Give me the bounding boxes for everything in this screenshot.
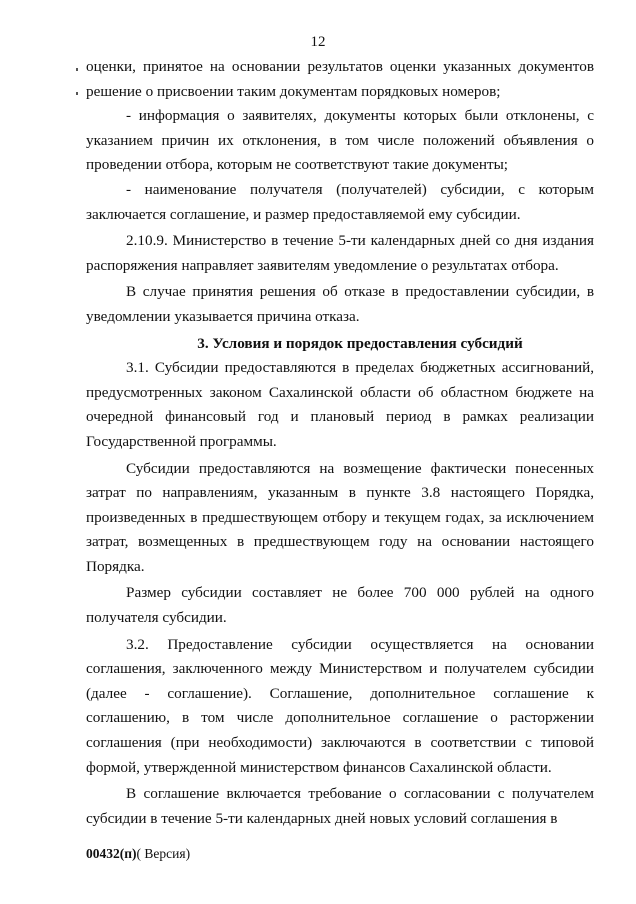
paragraph: В случае принятия решения об отказе в предоставлении субсидии, в уведомлении указывается причина отказа.: [86, 283, 594, 325]
paragraph: Размер субсидии составляет не более 700 000 рублей на одного получателя субсидии.: [86, 584, 594, 627]
document-code: 00432(п): [86, 846, 137, 861]
paragraph: оценки, принятое на основании результатов оценки указанных документов решение о присвоении таким документам порядковых номеров;: [86, 58, 594, 100]
paragraph: В соглашение включается требование о согласовании с получателем субсидии в течение 5-ти календарных дней новых условий соглашения в: [86, 785, 594, 827]
page-number: 12: [310, 34, 326, 50]
margin-mark: [76, 92, 78, 95]
paragraph: 3.2. Предоставление субсидии осуществляется на основании соглашения, заключенного между Министерством и получателем субсидии (далее - соглашение). Соглашение, дополнительное соглашение к соглашению, в том числе дополнительное соглашение о расторжении соглашения (при необходимости) заключаются в соответствии с типовой формой, утвержденной министерством финансов Сахалинской области.: [86, 635, 594, 776]
document-body: [86, 55, 594, 831]
paragraph: - наименование получателя (получателей) субсидии, с которым заключается соглашение, и размер предоставляемой ему субсидии.: [86, 180, 594, 223]
paragraph: Субсидии предоставляются на возмещение фактически понесенных затрат по направлениям, указанным в пункте 3.8 настоящего Порядка, произведенных в предшествующем отбору и текущем годах, за исключением затрат, возмещенных в предшествующем году на основании настоящего Порядка.: [86, 459, 594, 575]
version-label: ( Версия): [136, 846, 191, 861]
section-heading: 3. Условия и порядок предоставления субсидий: [197, 334, 523, 352]
paragraph: - информация о заявителях, документы которых были отклонены, с указанием причин их отклонения, в том числе положений объявления о проведении отбора, которым не соответствуют такие документы;: [86, 107, 594, 174]
margin-mark: [76, 68, 78, 71]
paragraph: 3.1. Субсидии предоставляются в пределах бюджетных ассигнований, предусмотренных законом Сахалинской области об областном бюджете на очередной финансовый год и плановый период в рамках реализации Государственной программы.: [86, 359, 594, 450]
paragraph: 2.10.9. Министерство в течение 5-ти календарных дней со дня издания распоряжения направляет заявителям уведомление о результатах отбора.: [86, 232, 594, 274]
footer: [86, 846, 190, 862]
